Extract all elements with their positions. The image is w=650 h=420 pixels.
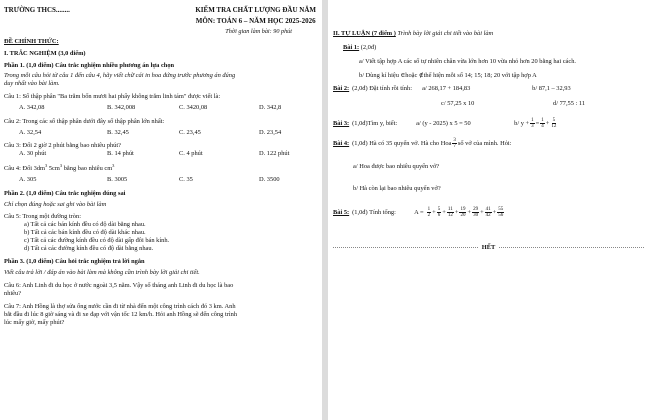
option-b: B. 342,008 — [107, 104, 136, 111]
bai-4-b: b/ Hà còn lại bao nhiêu quyển vở? — [353, 185, 441, 192]
question-6-cont: nhiêu? — [4, 289, 22, 297]
exam-header — [4, 6, 316, 25]
option-c: C. 35 — [179, 176, 193, 184]
option-b: B. 14 phút — [107, 150, 134, 158]
question-2-options — [4, 129, 316, 138]
bai-2-a: a/ 268,17 + 184,83 — [422, 85, 471, 92]
fraction: $\frac{5}{12}$ — [551, 118, 557, 129]
fraction: $\frac{5}{6}$ — [437, 207, 441, 218]
option-d: D. 122 phút — [259, 150, 290, 158]
q5-item-c: c) Tất cả các đường kính đều có độ dài gấp đôi bán kính. — [24, 236, 170, 244]
fraction: $\frac{29}{30}$ — [473, 207, 479, 218]
sum-expression: $\frac{1}{2}$ + $\frac{5}{6}$ + $\frac{11}{12}$ + $\frac{19}{20}$ + $\frac{29}{30}$ + $\frac{41}{42}$ + $\frac{55}{56}$ — [427, 207, 504, 218]
question-4-options — [4, 176, 316, 185]
option-a: A. 305 — [19, 176, 37, 184]
option-b: B. 3005 — [107, 176, 128, 184]
q5-item-b: b) Tất cả các bán kính đều có độ dài khác nhau. — [24, 228, 146, 236]
fraction: $\frac{55}{56}$ — [498, 207, 504, 218]
phan1-heading: Phần 1. (1,0 điểm) Câu trắc nghiệm nhiều phương án lựa chọn — [4, 62, 175, 69]
bai-3-a: a/ (y - 2025) x 5 = 50 — [416, 119, 471, 127]
exam-title: KIỂM TRA CHẤT LƯỢNG ĐẦU NĂM — [195, 6, 316, 14]
option-d: D. 23,54 — [259, 128, 282, 136]
option-d: D. 342,8 — [259, 104, 282, 111]
fraction: $\frac{41}{42}$ — [485, 207, 491, 218]
question-7-cont-2: lúc mấy giờ, mấy phút? — [4, 318, 65, 326]
bai-1-a: a/ Viết tập hợp A các số tự nhiên chẵn vừa lớn hơn 10 vừa nhỏ hơn 20 bằng hai cách. — [359, 58, 577, 65]
part-i-heading: I. TRẮC NGHIỆM (3,0 điểm) — [4, 50, 86, 57]
phan1-instruction-cont: duy nhất vào bài làm. — [4, 80, 60, 87]
bai-1: Bài 1: (2,0đ) — [343, 44, 377, 51]
bai-3-b: b/ y + $\frac{1}{3}$ = $\frac{1}{4}$ + $\frac{5}{12}$ — [514, 118, 557, 129]
option-c: C. 4 phút — [179, 150, 203, 158]
fraction: $\frac{1}{3}$ — [531, 118, 534, 129]
option-a: A. 30 phút — [19, 150, 47, 158]
option-c: C. 23,45 — [179, 128, 201, 136]
fraction: $\frac{19}{20}$ — [460, 207, 466, 218]
phan2-instruction: Chỉ chọn đúng hoặc sai ghi vào bài làm — [4, 200, 107, 208]
fraction: $\frac{1}{2}$ — [427, 207, 431, 218]
question-6: Câu 6: Anh Linh đi du học ở nước ngoài 3,5 năm. Vậy số tháng anh Linh đi du học là bao — [4, 281, 234, 289]
question-7: Câu 7: Anh Hồng là thợ sửa ống nước cần đi từ nhà đến một công trình cách đó 3 km. Anh — [4, 302, 236, 310]
phan3-instruction: Viết câu trả lời / đáp án vào bài làm mà không cần trình bày lời giải chi tiết. — [4, 268, 200, 276]
phan2-heading: Phần 2. (1,0 điểm) Câu trắc nghiệm đúng sai — [4, 189, 126, 197]
option-a: A. 32,54 — [19, 128, 42, 136]
fraction: $\frac{11}{12}$ — [447, 207, 453, 218]
option-a: A. 342,08 — [19, 104, 45, 111]
bai-2-c: c/ 57,25 x 10 — [441, 100, 475, 107]
fraction: $\frac{3}{7}$ — [453, 138, 456, 149]
school-name: TRƯỜNG THCS........ — [4, 6, 70, 14]
exam-page-right — [328, 0, 650, 420]
question-4: Câu 4: Đổi $3dm^3$ $5cm^3$ bằng bao nhiêu $cm^3$ — [4, 162, 115, 173]
option-b: B. 32,45 — [107, 128, 129, 136]
q5-item-d: d) Tất cả các đường kính đều có độ dài bằng nhau. — [24, 244, 154, 252]
bai-4-a: a/ Hoa được bao nhiêu quyển vở? — [353, 163, 440, 170]
divider — [499, 247, 644, 248]
bai-4: Bài 4: (1,0đ) Hà có 35 quyển vở. Hà cho Hoa $\frac{3}{7}$ số vở của mình. Hỏi: — [333, 138, 512, 149]
phan1-instruction: Trong mỗi câu hỏi từ câu 1 đến câu 4, hãy viết chữ cái in hoa đứng trước phương án đúng — [4, 72, 236, 79]
divider — [333, 247, 478, 248]
question-3: Câu 3: Đổi 2 giờ 2 phút bằng bao nhiêu phút? — [4, 142, 121, 150]
option-c: C. 3420,08 — [179, 104, 208, 111]
exam-time: Thời gian làm bài: 90 phút — [225, 28, 292, 35]
exam-subject: MÔN: TOÁN 6 – NĂM HỌC 2025-2026 — [195, 17, 316, 25]
option-d: D. 3500 — [259, 176, 280, 184]
question-5: Câu 5: Trong một đường tròn: — [4, 212, 81, 220]
fraction: $\frac{1}{4}$ — [541, 118, 544, 129]
question-2: Câu 2: Trong các số thập phân dưới đây số thập phân lớn nhất: — [4, 117, 165, 125]
question-3-options — [4, 150, 316, 159]
bai-3: Bài 3: (1,0đ)Tìm y, biết: a/ (y - 2025) x 5 = 50 b/ y + $\frac{1}{3}$ = $\frac{1}{4}$ + $\frac{5}{12}$ — [333, 118, 557, 129]
q5-item-a: a) Tất cả các bán kính đều có độ dài bằng nhau. — [24, 220, 146, 228]
end-marker: HẾT — [333, 244, 644, 251]
official-label: ĐỀ CHÍNH THỨC: — [4, 38, 59, 45]
bai-1-b: b/ Dùng kí hiệu ∈hoặc ∉thể hiện mỗi số 14; 15; 18; 20 với tập hợp A — [359, 72, 537, 79]
question-1-options — [4, 104, 316, 113]
question-7-cont: bắt đầu đi lúc 8 giờ sáng và đi xe đạp với vận tốc 12 km/h. Hỏi anh Hồng sẽ đến công trình — [4, 310, 238, 318]
phan3-heading: Phần 3. (1,0 điểm) Câu hỏi trắc nghiệm trả lời ngắn — [4, 257, 145, 265]
bai-2-d: d/ 77,55 : 11 — [553, 100, 586, 107]
bai-2: Bài 2: (2,0đ) Đặt tính rồi tính: a/ 268,17 + 184,83 b/ 87,1 – 32,93 — [333, 85, 571, 92]
part-ii-heading: II. TỰ LUẬN (7 điểm ) Trình bày lời giải chi tiết vào bài làm — [333, 30, 494, 37]
exam-page-left — [0, 0, 322, 420]
bai-2-b: b/ 87,1 – 32,93 — [532, 85, 571, 92]
question-1: Câu 1: Số thập phân "Ba trăm bốn mươi hai phẩy không trăm linh tám" được viết là: — [4, 93, 221, 100]
bai-2-row-2 — [333, 100, 644, 108]
bai-5: Bài 5: (1,0đ) Tính tổng: A = $\frac{1}{2}$ + $\frac{5}{6}$ + $\frac{11}{12}$ + $\frac{19}{20}$ + $\frac{29}{30}$ + $\frac{41}{42}$ + $\frac{55}{56}$ — [333, 207, 504, 218]
